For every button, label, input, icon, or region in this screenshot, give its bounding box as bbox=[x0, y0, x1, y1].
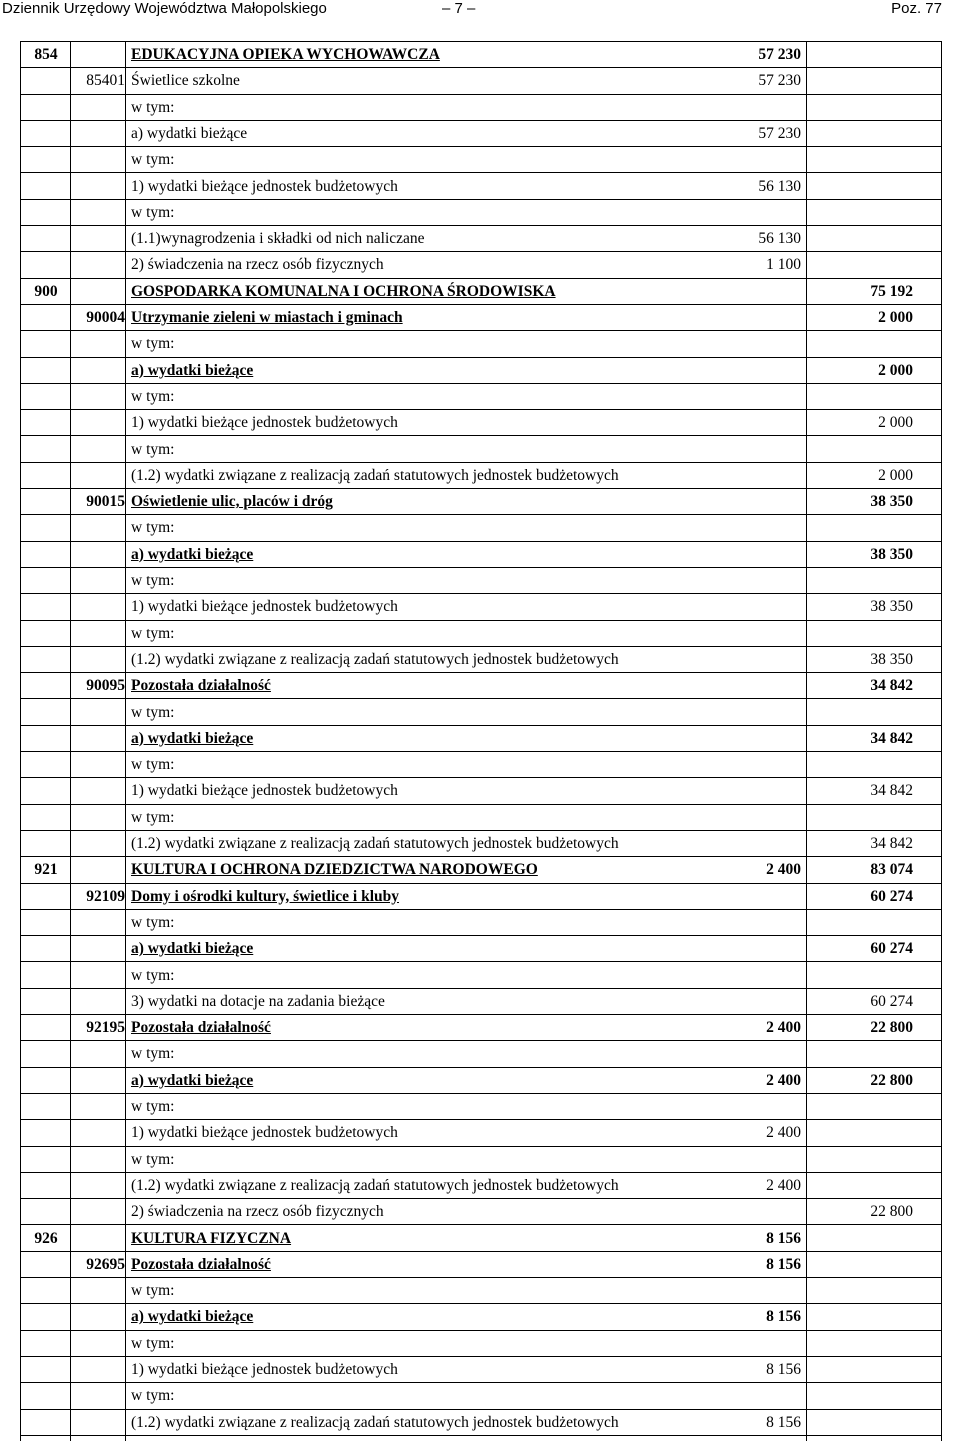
amount-column-2: 60 274 bbox=[870, 887, 913, 905]
row-description: (1.2) wydatki związane z realizacją zadań statutowych jednostek budżetowych bbox=[131, 1176, 619, 1194]
amount-column-1: 56 130 bbox=[758, 230, 801, 248]
table-row bbox=[21, 778, 941, 804]
table-row bbox=[21, 305, 941, 331]
chapter-code: 92109 bbox=[86, 887, 125, 905]
table-row bbox=[21, 1041, 941, 1067]
table-row bbox=[21, 1147, 941, 1173]
row-description: 1) wydatki bieżące jednostek budżetowych bbox=[131, 598, 398, 616]
amount-column-2: 34 842 bbox=[870, 729, 913, 747]
table-row bbox=[21, 331, 941, 357]
table-row bbox=[21, 1015, 941, 1041]
table-row bbox=[21, 1252, 941, 1278]
amount-column-2: 60 274 bbox=[870, 992, 913, 1010]
row-description: 1) wydatki bieżące jednostek budżetowych bbox=[131, 414, 398, 432]
row-description: a) wydatki bieżące bbox=[131, 545, 254, 563]
amount-column-2: 22 800 bbox=[870, 1071, 913, 1089]
amount-column-2: 34 842 bbox=[870, 835, 913, 852]
row-description: GOSPODARKA KOMUNALNA I OCHRONA ŚRODOWISKA bbox=[131, 282, 556, 300]
budget-table bbox=[20, 41, 942, 1441]
amount-column-1: 8 156 bbox=[766, 1229, 801, 1247]
table-row bbox=[21, 42, 941, 68]
table-row bbox=[21, 1383, 941, 1409]
amount-column-2: 34 842 bbox=[870, 677, 913, 695]
row-description: Świetlice szkolne bbox=[131, 72, 240, 90]
amount-column-1: 8 156 bbox=[766, 1308, 801, 1326]
row-description: w tym: bbox=[131, 98, 175, 116]
row-description: w tym: bbox=[131, 808, 175, 826]
amount-column-1: 57 230 bbox=[758, 72, 801, 90]
row-description: Domy i ośrodki kultury, świetlice i kluby bbox=[131, 887, 399, 905]
row-description: EDUKACYJNA OPIEKA WYCHOWAWCZA bbox=[131, 46, 440, 63]
table-row bbox=[21, 726, 941, 752]
table-row bbox=[21, 226, 941, 252]
table-row bbox=[21, 910, 941, 936]
table-row bbox=[21, 200, 941, 226]
row-description: (1.2) wydatki związane z realizacją zadań statutowych jednostek budżetowych bbox=[131, 835, 619, 852]
table-row bbox=[21, 437, 941, 463]
table-row bbox=[21, 831, 941, 857]
table-row bbox=[21, 410, 941, 436]
row-description: w tym: bbox=[131, 387, 175, 405]
section-code: 926 bbox=[34, 1229, 58, 1247]
amount-column-2: 2 000 bbox=[878, 309, 913, 326]
table-row bbox=[21, 1331, 941, 1357]
row-description: w tym: bbox=[131, 519, 175, 537]
row-description: Oświetlenie ulic, placów i dróg bbox=[131, 493, 333, 511]
row-description: w tym: bbox=[131, 703, 175, 721]
table-row bbox=[21, 68, 941, 94]
amount-column-1: 8 156 bbox=[766, 1413, 801, 1431]
row-description: w tym: bbox=[131, 572, 175, 589]
row-description: w tym: bbox=[131, 1282, 175, 1300]
row-description: 1) wydatki bieżące jednostek budżetowych bbox=[131, 1124, 398, 1142]
amount-column-2: 38 350 bbox=[870, 650, 913, 668]
table-row bbox=[21, 384, 941, 410]
table-row bbox=[21, 1068, 941, 1094]
row-description: (1.2) wydatki związane z realizacją zadań statutowych jednostek budżetowych bbox=[131, 650, 619, 668]
row-description: w tym: bbox=[131, 335, 175, 353]
table-row bbox=[21, 1094, 941, 1120]
chapter-code: 90004 bbox=[86, 309, 125, 326]
table-row bbox=[21, 1120, 941, 1146]
row-description: a) wydatki bieżące bbox=[131, 1308, 254, 1326]
chapter-code: 90095 bbox=[86, 677, 125, 695]
table-row bbox=[21, 936, 941, 962]
table-row bbox=[21, 252, 941, 278]
amount-column-2: 60 274 bbox=[870, 940, 913, 958]
amount-column-1: 2 400 bbox=[766, 1019, 801, 1037]
row-description: Pozostała działalność bbox=[131, 677, 271, 695]
table-row bbox=[21, 1226, 941, 1252]
amount-column-2: 83 074 bbox=[870, 861, 913, 879]
amount-column-1: 8 156 bbox=[766, 1255, 801, 1273]
table-row bbox=[21, 857, 941, 883]
amount-column-2: 75 192 bbox=[870, 282, 913, 300]
table-row bbox=[21, 647, 941, 673]
table-row bbox=[21, 989, 941, 1015]
row-description: w tym: bbox=[131, 203, 175, 221]
chapter-code: 92695 bbox=[86, 1255, 125, 1273]
table-row bbox=[21, 542, 941, 568]
row-description: a) wydatki bieżące bbox=[131, 361, 254, 379]
row-description: w tym: bbox=[131, 1334, 175, 1352]
page-number: – 7 – bbox=[442, 0, 476, 17]
table-row bbox=[21, 700, 941, 726]
table-row bbox=[21, 489, 941, 515]
amount-column-1: 2 400 bbox=[766, 1071, 801, 1089]
table-row bbox=[21, 805, 941, 831]
table-row bbox=[21, 463, 941, 489]
row-description: KULTURA I OCHRONA DZIEDZICTWA NARODOWEGO bbox=[131, 861, 538, 879]
table-row bbox=[21, 621, 941, 647]
amount-column-2: 2 000 bbox=[878, 466, 913, 484]
table-row bbox=[21, 121, 941, 147]
amount-column-2: 2 000 bbox=[878, 361, 913, 379]
row-description: 1) wydatki bieżące jednostek budżetowych bbox=[131, 1361, 398, 1378]
amount-column-2: 34 842 bbox=[870, 782, 913, 800]
table-row bbox=[21, 1304, 941, 1330]
section-code: 854 bbox=[34, 46, 58, 63]
row-description: Utrzymanie zieleni w miastach i gminach bbox=[131, 309, 403, 326]
table-row bbox=[21, 752, 941, 778]
row-description: a) wydatki bieżące bbox=[131, 124, 248, 142]
amount-column-1: 8 156 bbox=[766, 1361, 801, 1378]
table-row bbox=[21, 95, 941, 121]
amount-column-1: 2 400 bbox=[766, 1176, 801, 1194]
row-description: 2) świadczenia na rzecz osób fizycznych bbox=[131, 1203, 384, 1221]
table-row bbox=[21, 884, 941, 910]
table-row bbox=[21, 1410, 941, 1436]
row-description: (1.1)wynagrodzenia i składki od nich naliczane bbox=[131, 230, 425, 248]
amount-column-1: 1 100 bbox=[766, 256, 801, 274]
amount-column-1: 2 400 bbox=[766, 1124, 801, 1142]
row-description: w tym: bbox=[131, 624, 175, 642]
row-description: Pozostała działalność bbox=[131, 1019, 271, 1037]
row-description: w tym: bbox=[131, 966, 175, 984]
amount-column-2: 38 350 bbox=[870, 545, 913, 563]
chapter-code: 90015 bbox=[86, 493, 125, 511]
table-row bbox=[21, 147, 941, 173]
row-description: a) wydatki bieżące bbox=[131, 940, 254, 958]
row-description: w tym: bbox=[131, 1045, 175, 1063]
table-row bbox=[21, 174, 941, 200]
row-description: a) wydatki bieżące bbox=[131, 1071, 254, 1089]
table-row bbox=[21, 963, 941, 989]
amount-column-1: 56 130 bbox=[758, 177, 801, 195]
row-description: (1.2) wydatki związane z realizacją zadań statutowych jednostek budżetowych bbox=[131, 466, 619, 484]
amount-column-2: 38 350 bbox=[870, 493, 913, 511]
journal-title: Dziennik Urzędowy Województwa Małopolskiego bbox=[2, 0, 327, 17]
amount-column-1: 2 400 bbox=[766, 861, 801, 879]
table-row bbox=[21, 1278, 941, 1304]
position-number: Poz. 77 bbox=[891, 0, 942, 17]
table-row bbox=[21, 358, 941, 384]
table-row bbox=[21, 673, 941, 699]
row-description: w tym: bbox=[131, 440, 175, 458]
row-description: a) wydatki bieżące bbox=[131, 729, 254, 747]
amount-column-1: 57 230 bbox=[758, 124, 801, 142]
amount-column-2: 2 000 bbox=[878, 414, 913, 432]
row-description: Pozostała działalność bbox=[131, 1255, 271, 1273]
row-description: 3) wydatki na dotacje na zadania bieżące bbox=[131, 992, 385, 1010]
table-row bbox=[21, 1357, 941, 1383]
table-row bbox=[21, 279, 941, 305]
row-description: w tym: bbox=[131, 1150, 175, 1168]
row-description: 2) świadczenia na rzecz osób fizycznych bbox=[131, 256, 384, 274]
table-row bbox=[21, 1199, 941, 1225]
row-description: KULTURA FIZYCZNA bbox=[131, 1229, 292, 1247]
chapter-code: 85401 bbox=[86, 72, 125, 90]
row-description: w tym: bbox=[131, 1098, 175, 1115]
section-code: 900 bbox=[34, 282, 58, 300]
table-row bbox=[21, 568, 941, 594]
row-description: w tym: bbox=[131, 756, 175, 774]
section-code: 921 bbox=[34, 861, 58, 879]
amount-column-1: 57 230 bbox=[758, 46, 801, 63]
amount-column-2: 38 350 bbox=[870, 598, 913, 616]
row-description: w tym: bbox=[131, 913, 175, 931]
table-row bbox=[21, 594, 941, 620]
row-description: 1) wydatki bieżące jednostek budżetowych bbox=[131, 177, 398, 195]
amount-column-2: 22 800 bbox=[870, 1203, 913, 1221]
row-description: 1) wydatki bieżące jednostek budżetowych bbox=[131, 782, 398, 800]
table-row bbox=[21, 1173, 941, 1199]
row-description: w tym: bbox=[131, 1387, 175, 1405]
table-row bbox=[21, 515, 941, 541]
amount-column-2: 22 800 bbox=[870, 1019, 913, 1037]
row-description: (1.2) wydatki związane z realizacją zadań statutowych jednostek budżetowych bbox=[131, 1413, 619, 1431]
row-description: w tym: bbox=[131, 151, 175, 169]
chapter-code: 92195 bbox=[86, 1019, 125, 1037]
page-header bbox=[0, 0, 960, 20]
